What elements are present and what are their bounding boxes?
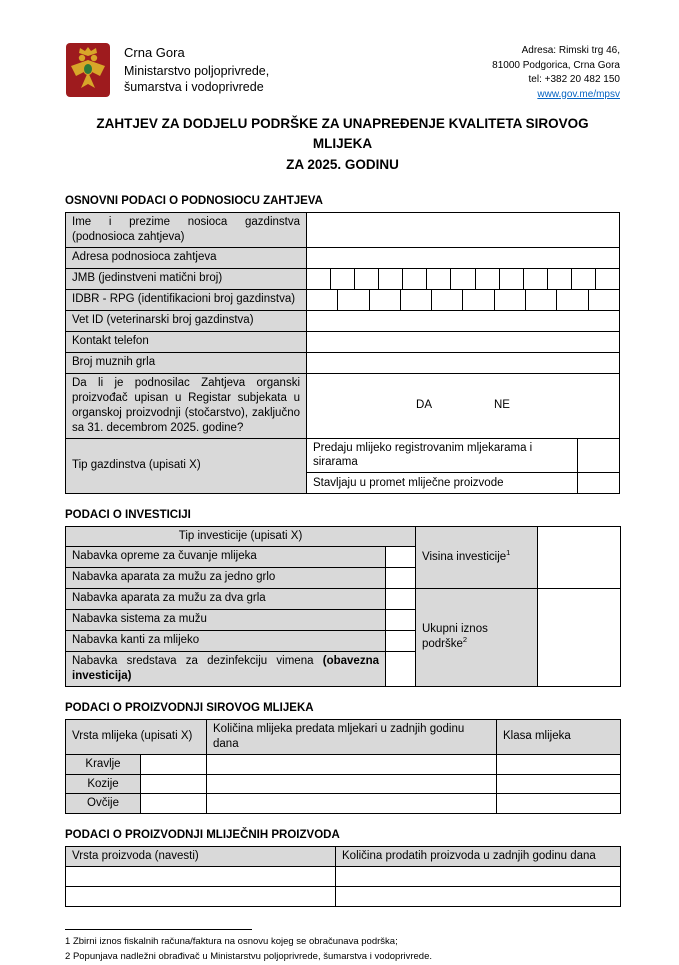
footnote-1-marker: 1 [65,936,71,948]
product-quantity-header: Količina prodatih proizvoda u zadnjih godinu dana [336,847,621,867]
milk-class-header: Klasa mlijeka [497,719,621,754]
farm-type-label: Tip gazdinstva (upisati X) [66,438,307,493]
support-total-input-cell[interactable] [538,588,621,686]
section-heading-investment: PODACI O INVESTICIJI [65,508,191,521]
digit-box[interactable] [523,269,547,289]
product-type-header: Vrsta proizvoda (navesti) [66,847,336,867]
milk-row-cow-quantity-cell[interactable] [207,754,497,774]
basic-info-table [65,212,620,494]
digit-box[interactable] [499,269,523,289]
milk-quantity-header: Količina mlijeka predata mljekari u zadnjih godinu dana [207,719,497,754]
digit-box[interactable] [400,290,431,310]
coat-of-arms-logo [65,42,111,98]
document-header [65,42,620,102]
form-title [65,114,620,175]
phone-line: tel: +382 20 482 150 [528,74,620,85]
investment-item-1-box[interactable] [386,546,416,567]
section-heading-raw-milk: PODACI O PROIZVODNJI SIROVOG MLIJEKA [65,701,314,714]
website-link[interactable]: www.gov.me/mpsv [537,88,620,100]
dairy-products-table [65,846,621,907]
vetid-input-cell[interactable] [307,310,620,331]
coat-of-arms-icon [65,42,111,98]
digit-box[interactable] [525,290,556,310]
phone-input-cell[interactable] [307,331,620,352]
investment-amount-label: Visina investicije$^1$ [416,526,538,588]
digit-box[interactable] [588,290,619,310]
org-name: Crna Gora [124,44,185,60]
form-title-line-1: ZAHTJEV ZA DODJELU PODRŠKE ZA UNAPREĐENJE KVALITETA SIROVOG MLIJEKA [96,116,589,152]
investment-item-6-label: Nabavka sredstava za dezinfekciju vimena (obavezna investicija) [66,651,386,686]
digit-box[interactable] [330,269,354,289]
product-row-1-quantity-cell[interactable] [336,867,621,887]
digit-box[interactable] [307,290,337,310]
digit-box[interactable] [556,290,587,310]
farm-type-option-2-label: Stavljaju u promet mliječne proizvode [307,473,577,493]
support-total-label: Ukupni iznos podrške$^2$ [416,588,538,686]
investment-item-3-label: Nabavka aparata za mužu za dva grla [66,588,386,609]
digit-box[interactable] [494,290,525,310]
address-line-1: Adresa: Rimski trg 46, [521,45,620,56]
herd-count-input-cell[interactable] [307,352,620,373]
product-row-2-type-cell[interactable] [66,887,336,907]
raw-milk-table [65,719,621,815]
digit-box[interactable] [595,269,619,289]
herd-count-label: Broj muznih grla [66,352,307,373]
section-heading-dairy-products: PODACI O PROIZVODNJI MLIJEČNIH PROIZVODA [65,829,340,842]
name-input-cell[interactable] [307,212,620,247]
milk-row-goat-class-cell[interactable] [497,774,621,794]
jmb-digit-boxes [307,268,620,289]
footnote-1 [65,935,620,950]
investment-item-2-box[interactable] [386,567,416,588]
contact-info [492,42,620,102]
section-heading-basic-info: OSNOVNI PODACI O PODNOSIOCU ZAHTJEVA [65,194,323,207]
footnote-2 [65,950,620,965]
milk-row-cow-class-cell[interactable] [497,754,621,774]
milk-row-cow-x-box[interactable] [141,754,207,774]
digit-box[interactable] [462,290,493,310]
digit-box[interactable] [307,269,330,289]
milk-row-goat-x-box[interactable] [141,774,207,794]
milk-row-goat-quantity-cell[interactable] [207,774,497,794]
investment-item-5-box[interactable] [386,630,416,651]
answer-ne[interactable]: NE [494,399,510,412]
investment-type-header: Tip investicije (upisati X) [66,526,416,546]
investment-item-2-label: Nabavka aparata za mužu za jedno grlo [66,567,386,588]
milk-row-goat-label: Kozije [66,774,141,794]
investment-item-6-box[interactable] [386,651,416,686]
milk-row-sheep-quantity-cell[interactable] [207,794,497,814]
dept-line-1: Ministarstvo poljoprivrede, [124,63,270,78]
farm-type-option-1-box[interactable] [577,439,619,473]
investment-table [65,526,621,687]
milk-row-sheep-class-cell[interactable] [497,794,621,814]
investment-amount-input-cell[interactable] [538,526,621,588]
product-row-1-type-cell[interactable] [66,867,336,887]
ministry-brand [65,42,269,98]
milk-type-header: Vrsta mlijeka (upisati X) [66,719,207,754]
org-department [124,63,269,96]
investment-item-3-box[interactable] [386,588,416,609]
digit-box[interactable] [337,290,368,310]
ministry-name-block [124,45,269,96]
jmb-label: JMB (jedinstveni matični broj) [66,268,307,289]
footnote-divider [65,929,252,930]
product-row-2-quantity-cell[interactable] [336,887,621,907]
investment-item-4-label: Nabavka sistema za mužu [66,609,386,630]
digit-box[interactable] [450,269,474,289]
digit-box[interactable] [354,269,378,289]
idbr-digit-boxes [307,289,620,310]
address-input-cell[interactable] [307,247,620,268]
footnote-2-marker: 2 [65,951,71,963]
address-label: Adresa podnosioca zahtjeva [66,247,307,268]
organic-question-label: Da li je podnosilac Zahtjeva organski proizvođač upisan u Registar subjekata u organskoj proizvodnji (stočarstvo), zaključno sa 31. decembrom 2025. godine? [66,373,307,438]
digit-box[interactable] [378,269,402,289]
dept-line-2: šumarstva i vodoprivrede [124,80,264,94]
farm-type-options [307,438,620,493]
investment-item-1-label: Nabavka opreme za čuvanje mlijeka [66,546,386,567]
digit-box[interactable] [571,269,595,289]
milk-row-sheep-x-box[interactable] [141,794,207,814]
digit-box[interactable] [431,290,462,310]
phone-label: Kontakt telefon [66,331,307,352]
digit-box[interactable] [369,290,400,310]
organic-answer-cell [307,373,620,438]
answer-da[interactable]: DA [416,399,432,412]
milk-row-cow-label: Kravlje [66,754,141,774]
farm-type-option-2-box[interactable] [577,473,619,493]
idbr-label: IDBR - RPG (identifikacioni broj gazdinstva) [66,289,307,310]
footnote-1-text: Zbirni iznos fiskalnih računa/faktura na osnovu kojeg se obračunava podrška; [72,936,398,948]
footnote-2-text: Popunjava nadležni obrađivač u Ministarstvu poljoprivrede, šumarstva i vodoprivrede. [72,951,433,963]
form-title-line-2: ZA 2025. GODINU [286,156,399,172]
digit-box[interactable] [426,269,450,289]
digit-box[interactable] [547,269,571,289]
farm-type-option-1-label: Predaju mlijeko registrovanim mljekarama i sirarama [307,439,577,473]
vetid-label: Vet ID (veterinarski broj gazdinstva) [66,310,307,331]
digit-box[interactable] [475,269,499,289]
investment-item-5-label: Nabavka kanti za mlijeko [66,630,386,651]
digit-box[interactable] [402,269,426,289]
milk-row-sheep-label: Ovčije [66,794,141,814]
investment-item-4-box[interactable] [386,609,416,630]
name-label: Ime i prezime nosioca gazdinstva (podnosioca zahtjeva) [66,212,307,247]
address-line-2: 81000 Podgorica, Crna Gora [492,59,620,71]
